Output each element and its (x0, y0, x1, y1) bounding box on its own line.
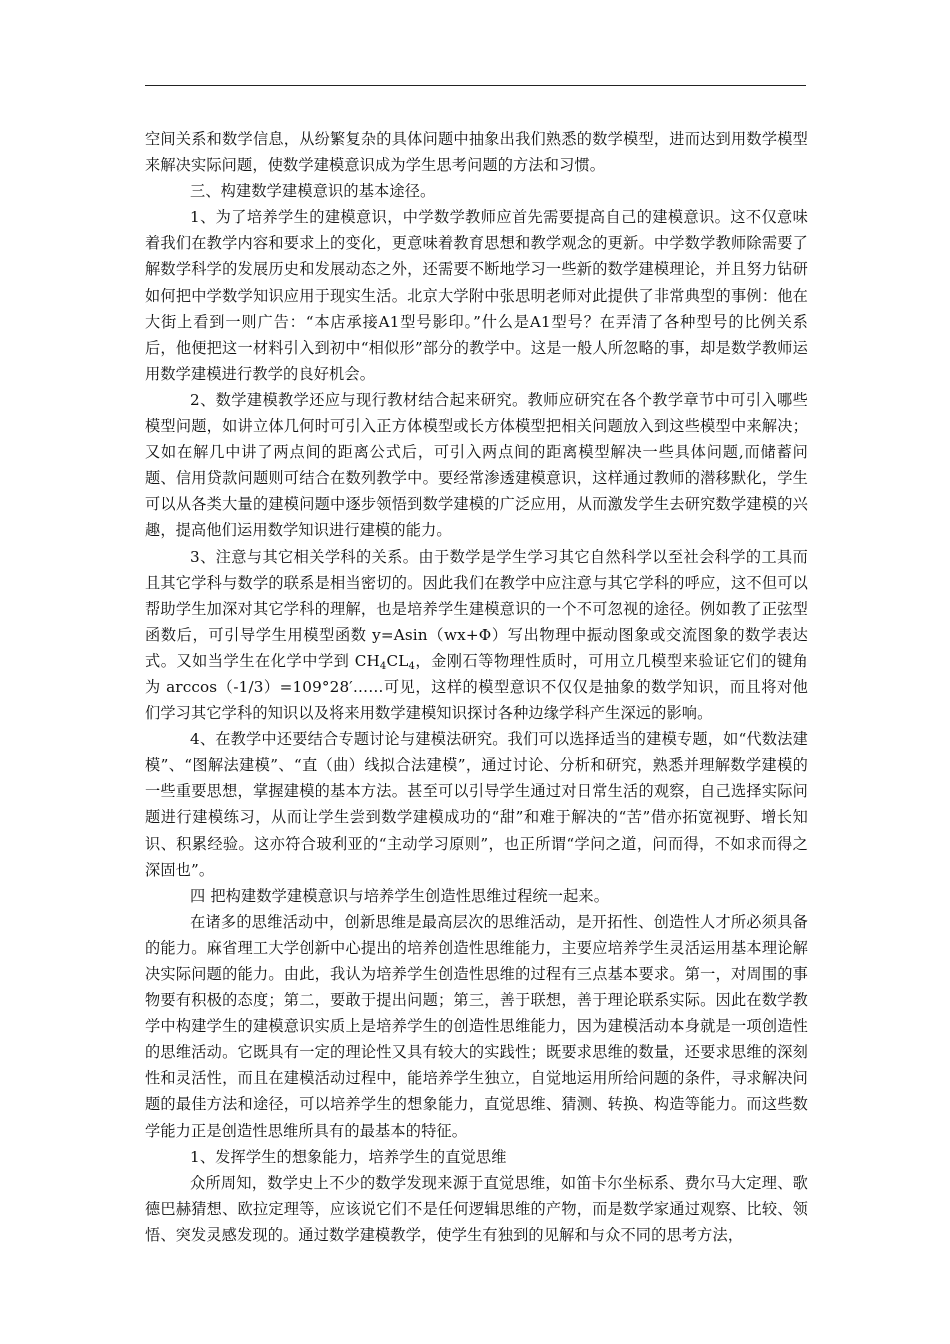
paragraph-intuition: 众所周知，数学史上不少的数学发现来源于直觉思维，如笛卡尔坐标系、费尔马大定理、歌德巴赫猜想、欧拉定理等，应该说它们不是任何逻辑思维的产物，而是数学家通过观察、比较、领悟、突发灵感发现的。通过数学建模教学，使学生有独到的见解和与众不同的思考方法， (145, 1173, 808, 1244)
paragraph-point-3-part-a: 3、注意与其它相关学科的关系。由于数学是学生学习其它自然科学以至社会科学的工具而且其它学科与数学的联系是相当密切的。因此我们在教学中应注意与其它学科的呼应，这不但可以帮助学生加深对其它学科的理解，也是培养学生建模意识的一个不可忽视的途径。例如教了正弦型函数后，可引导学生用模型函数 y=Asin（wx+Φ）写出物理中振动图象或交流图象的数学表达式。又如当学生在化学中学到 CH (145, 547, 808, 670)
paragraph-point-1: 1、为了培养学生的建模意识，中学数学教师应首先需要提高自己的建模意识。这不仅意味着我们在教学内容和要求上的变化，更意味着教育思想和教学观念的更新。中学数学教师除需要了解数学科学的发展历史和发展动态之外，还需要不断地学习一些新的数学建模理论，并且努力钻研如何把中学数学知识应用于现实生活。北京大学附中张思明老师对此提供了非常典型的事例：他在大街上看到一则广告：“本店承接A1型号影印。”什么是A1型号？在弄清了各种型号的比例关系后，他便把这一材料引入到初中“相似形”部分的教学中。这是一般人所忽略的事，却是数学教师运用数学建模进行教学的良好机会。 (145, 208, 808, 383)
section-heading-4: 四 把构建数学建模意识与培养学生创造性思维过程统一起来。 (190, 886, 610, 905)
page-body (145, 126, 808, 1248)
paragraph-point-4: 4、在教学中还要结合专题讨论与建模法研究。我们可以选择适当的建模专题，如“代数法建模”、“图解法建模”、“直（曲）线拟合法建模”，通过讨论、分析和研究，熟悉并理解数学建模的一些重要思想，掌握建模的基本方法。甚至可以引导学生通过对日常生活的观察，自己选择实际问题进行建模练习，从而让学生尝到数学建模成功的“甜”和难于解决的“苦”借亦拓宽视野、增长知识、积累经验。这亦符合玻利亚的“主动学习原则”，也正所谓“学问之道，问而得，不如求而得之深固也”。 (145, 730, 808, 879)
paragraph-creative-thinking: 在诸多的思维活动中，创新思维是最高层次的思维活动，是开拓性、创造性人才所必须具备的能力。麻省理工大学创新中心提出的培养创造性思维能力，主要应培养学生灵活运用基本理论解决实际问题的能力。由此，我认为培养学生创造性思维的过程有三点基本要求。第一，对周围的事物要有积极的态度；第二，要敢于提出问题；第三，善于联想，善于理论联系实际。因此在数学教学中构建学生的建模意识实质上是培养学生的创造性思维能力，因为建模活动本身就是一项创造性的思维活动。它既具有一定的理论性又具有较大的实践性；既要求思维的数量，还要求思维的深刻性和灵活性，而且在建模活动过程中，能培养学生独立，自觉地运用所给问题的条件，寻求解决问题的最佳方法和途径，可以培养学生的想象能力，直觉思维、猜测、转换、构造等能力。而这些数学能力正是创造性思维所具有的最基本的特征。 (145, 912, 808, 1140)
paragraph-point-2: 2、数学建模教学还应与现行教材结合起来研究。教师应研究在各个教学章节中可引入哪些模型问题，如讲立体几何时可引入正方体模型或长方体模型把相关问题放入到这些模型中来解决；又如在解几中讲了两点间的距离公式后，可引入两点间的距离模型解决一些具体问题,而储蓄问题、信用贷款问题则可结合在数列教学中。要经常渗透建模意识，这样通过教师的潜移默化，学生可以从各类大量的建模问题中逐步领悟到数学建模的广泛应用，从而激发学生去研究数学建模的兴趣，提高他们运用数学知识进行建模的能力。 (145, 390, 808, 540)
header-rule (145, 85, 806, 86)
section-heading-3: 三、构建数学建模意识的基本途径。 (190, 182, 436, 201)
subheading-intuition: 1、发挥学生的想象能力，培养学生的直觉思维 (190, 1147, 507, 1166)
paragraph-point-3-part-b: CL (386, 651, 409, 670)
paragraph-continuation: 空间关系和数学信息，从纷繁复杂的具体问题中抽象出我们熟悉的数学模型，进而达到用数学模型来解决实际问题，使数学建模意识成为学生思考问题的方法和习惯。 (145, 130, 808, 175)
subscript-4b: 4 (408, 660, 415, 672)
paragraph-point-3-part-c: ，金刚石等物理性质时，可用立几模型来验证它们的键角为 arccos（-1/3）=109°28′……可见，这样的模型意识不仅仅是抽象的数学知识，而且将对他们学习其它学科的知识以及将来用数学建模知识探讨各种边缘学科产生深远的影响。 (145, 651, 809, 723)
paragraph-point-3 (145, 544, 808, 727)
subscript-4a: 4 (379, 660, 387, 672)
